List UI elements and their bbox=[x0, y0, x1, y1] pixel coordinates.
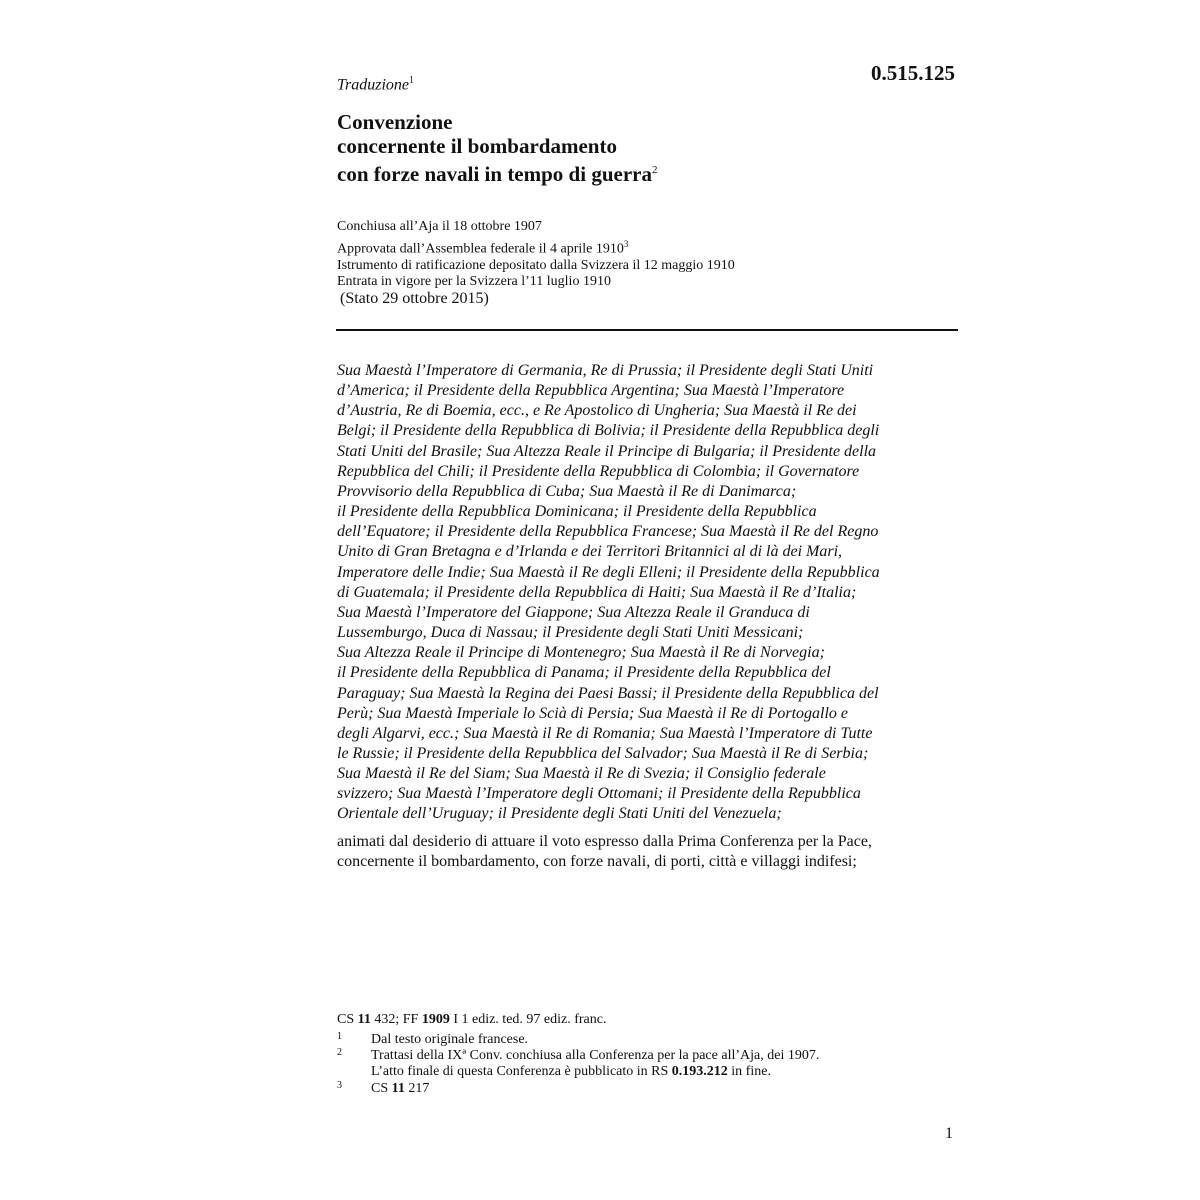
meta-concluded: Conchiusa all’Aja il 18 ottobre 1907 bbox=[337, 219, 542, 234]
footnote-ref-3[interactable]: 3 bbox=[623, 238, 629, 249]
preamble-line: d’Austria, Re di Boemia, ecc., e Re Apostolico di Ungheria; Sua Maestà il Re dei bbox=[337, 402, 857, 420]
considerando-line: concernente il bombardamento, con forze navali, di porti, città e villaggi indifesi; bbox=[337, 853, 857, 870]
preamble-line: Belgi; il Presidente della Repubblica di Bolivia; il Presidente della Repubblica degli bbox=[337, 422, 880, 440]
meta-approved: Approvata dall’Assemblea federale il 4 aprile 1910 bbox=[337, 241, 624, 257]
status-date: (Stato 29 ottobre 2015) bbox=[340, 290, 489, 307]
footnote-3-page: 217 bbox=[408, 1081, 430, 1096]
preamble-line: d’America; il Presidente della Repubblica Argentina; Sua Maestà l’Imperatore bbox=[337, 382, 845, 400]
preamble-line: Paraguay; Sua Maestà la Regina dei Paesi Bassi; il Presidente della Repubblica del bbox=[337, 684, 879, 702]
footnote-2-line-2b: in fine. bbox=[731, 1064, 771, 1079]
source-tail: I 1 ediz. ted. 97 ediz. franc. bbox=[453, 1012, 607, 1027]
preamble-line: Sua Maestà l’Imperatore del Giappone; Sua Altezza Reale il Granduca di bbox=[337, 603, 810, 621]
translation-label bbox=[337, 75, 414, 94]
title-line-3-wrap bbox=[337, 158, 657, 186]
footnote-3-cs: CS bbox=[371, 1081, 389, 1096]
rs-link[interactable]: 0.193.212 bbox=[671, 1064, 728, 1079]
source-cs-volume: 11 bbox=[357, 1012, 371, 1027]
preamble-line: svizzero; Sua Maestà l’Imperatore degli Ottomani; il Presidente della Repubblica bbox=[337, 785, 861, 803]
preamble-line: di Guatemala; il Presidente della Repubblica di Haiti; Sua Maestà il Re d’Italia; bbox=[337, 583, 857, 601]
source-ff-year: 1909 bbox=[421, 1012, 450, 1027]
sr-number: 0.515.125 bbox=[871, 61, 955, 85]
title-line-1: Convenzione bbox=[337, 110, 453, 134]
preamble-line: dell’Equatore; il Presidente della Repubblica Francese; Sua Maestà il Re del Regno bbox=[337, 523, 879, 541]
preamble-line: Imperatore delle Indie; Sua Maestà il Re degli Elleni; il Presidente della Repubblica bbox=[337, 563, 880, 581]
source-mid: 432; FF bbox=[374, 1012, 419, 1027]
document-title bbox=[337, 110, 657, 186]
preamble-line: Lussemburgo, Duca di Nassau; il Presidente degli Stati Uniti Messicani; bbox=[337, 624, 804, 642]
footnote-2-line-2a: L’atto finale di questa Conferenza è pubblicato in RS bbox=[371, 1064, 669, 1079]
preamble-line: Provvisorio della Repubblica di Cuba; Sua Maestà il Re di Danimarca; bbox=[337, 482, 797, 500]
source-reference bbox=[337, 1012, 606, 1028]
footnote-3-text bbox=[371, 1081, 429, 1097]
footnote-ref-2[interactable]: 2 bbox=[651, 164, 658, 176]
footnote-2-line-1: Trattasi della IXª Conv. conchiusa alla Conferenza per la pace all’Aja, dei 1907. bbox=[371, 1048, 820, 1063]
preamble-line: Orientale dell’Uruguay; il Presidente degli Stati Uniti del Venezuela; bbox=[337, 805, 782, 823]
meta-approved-wrap bbox=[337, 236, 735, 258]
preamble-line: il Presidente della Repubblica Dominicana; il Presidente della Repubblica bbox=[337, 503, 817, 521]
footnote-1-number: 1 bbox=[337, 1031, 342, 1042]
preamble-line: Stati Uniti del Brasile; Sua Altezza Reale il Principe di Bulgaria; il Presidente della bbox=[337, 442, 877, 460]
considerando-paragraph bbox=[337, 832, 962, 872]
preamble-line: Sua Maestà l’Imperatore di Germania, Re di Prussia; il Presidente degli Stati Uniti bbox=[337, 362, 874, 379]
preamble-line: Unito di Gran Bretagna e d’Irlanda e dei Territori Britannici al di là dei Mari, bbox=[337, 543, 843, 561]
header-divider bbox=[336, 329, 958, 331]
footnote-1-text: Dal testo originale francese. bbox=[371, 1032, 529, 1047]
translation-text: Traduzione bbox=[337, 76, 410, 94]
document-metadata bbox=[337, 219, 735, 291]
source-cs: CS bbox=[337, 1012, 355, 1027]
meta-entry-into-force: Entrata in vigore per la Svizzera l’11 luglio 1910 bbox=[337, 274, 611, 290]
preamble-line: le Russie; il Presidente della Repubblica del Salvador; Sua Maestà il Re di Serbia; bbox=[337, 744, 869, 762]
title-line-3: con forze navali in tempo di guerra bbox=[337, 162, 652, 186]
footnote-2-text bbox=[371, 1048, 819, 1080]
considerando-line: animati dal desiderio di attuare il voto espresso dalla Prima Conferenza per la Pace, bbox=[337, 833, 872, 850]
footnote-2-number: 2 bbox=[337, 1047, 342, 1058]
preamble-line: il Presidente della Repubblica di Panama; il Presidente della Repubblica del bbox=[337, 664, 831, 682]
page-number: 1 bbox=[945, 1125, 953, 1142]
footnote-3-volume: 11 bbox=[391, 1081, 405, 1096]
preamble-line: Sua Maestà il Re del Siam; Sua Maestà il Re di Svezia; il Consiglio federale bbox=[337, 765, 826, 783]
preamble-line: Perù; Sua Maestà Imperiale lo Scià di Persia; Sua Maestà il Re di Portogallo e bbox=[337, 704, 849, 722]
preamble-line: degli Algarvi, ecc.; Sua Maestà il Re di Romania; Sua Maestà l’Imperatore di Tutte bbox=[337, 724, 873, 742]
preamble-paragraph bbox=[337, 361, 962, 825]
preamble-line: Sua Altezza Reale il Principe di Montenegro; Sua Maestà il Re di Norvegia; bbox=[337, 644, 825, 662]
footnote-3-number: 3 bbox=[337, 1080, 342, 1091]
title-line-2: concernente il bombardamento bbox=[337, 134, 617, 158]
meta-ratification: Istrumento di ratificazione depositato dalla Svizzera il 12 maggio 1910 bbox=[337, 257, 735, 273]
footnote-ref-1[interactable]: 1 bbox=[409, 75, 415, 86]
preamble-line: Repubblica del Chili; il Presidente della Repubblica di Colombia; il Governatore bbox=[337, 462, 860, 480]
